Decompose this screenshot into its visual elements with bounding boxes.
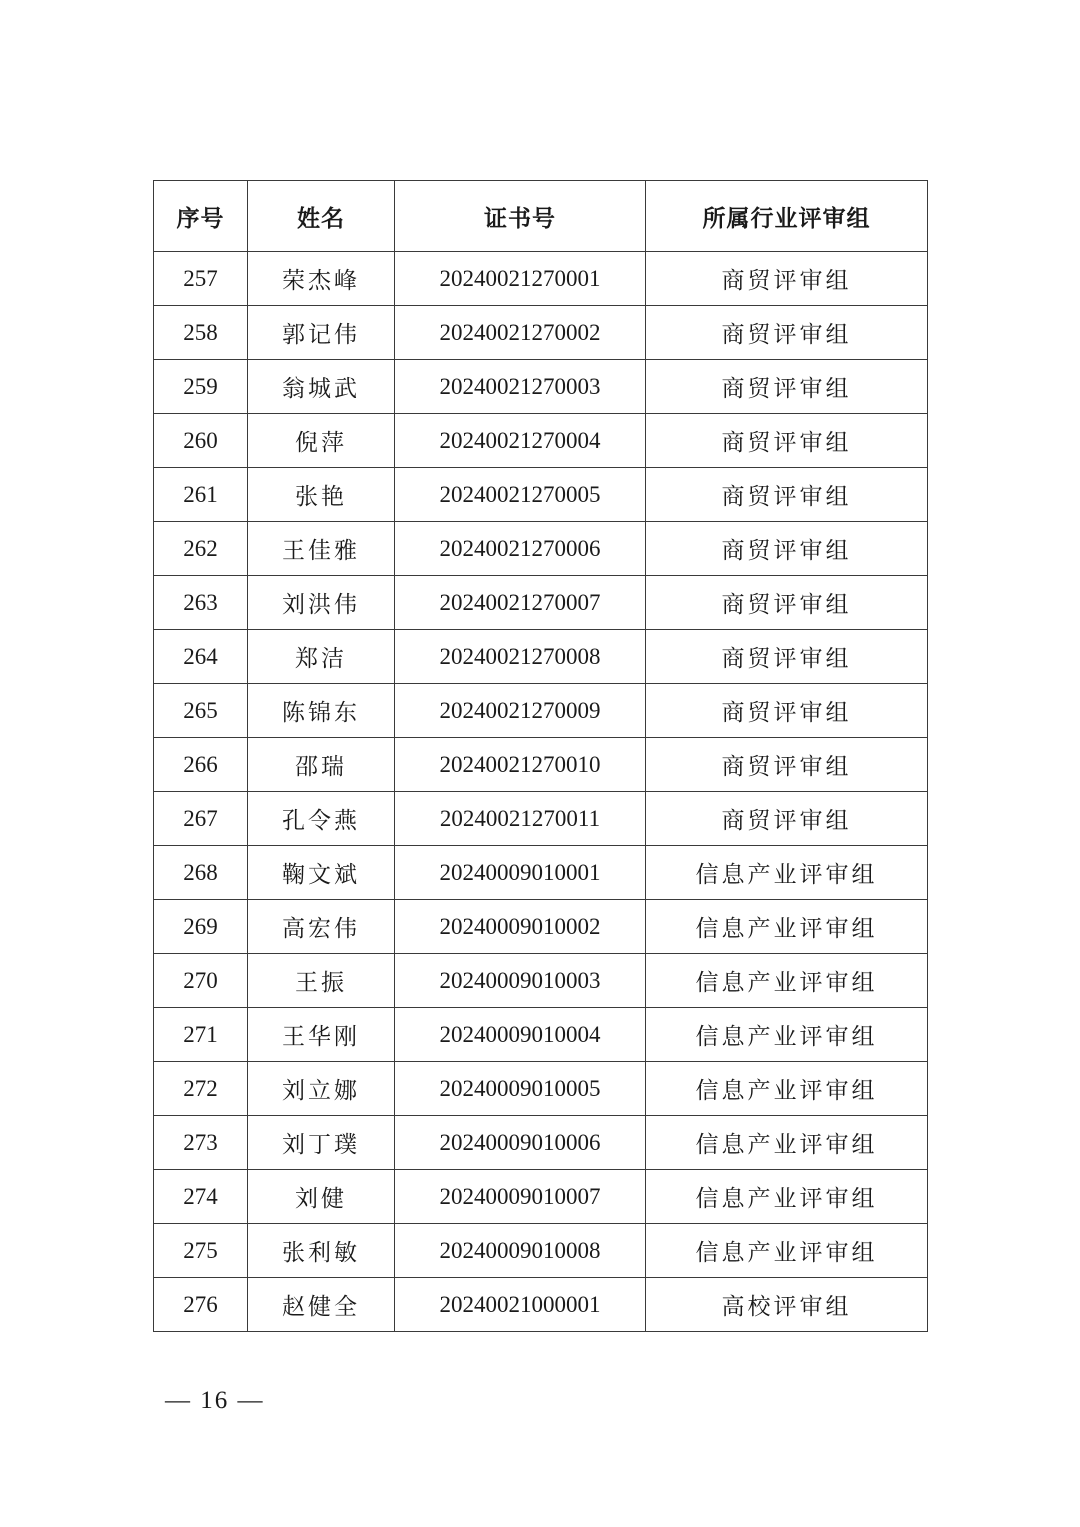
cell-cert: 20240021270002 — [395, 306, 646, 360]
cell-name: 翁城武 — [248, 360, 395, 414]
cell-name: 邵瑞 — [248, 738, 395, 792]
cell-cert: 20240009010006 — [395, 1116, 646, 1170]
cell-seq: 273 — [154, 1116, 248, 1170]
table-row — [154, 954, 928, 1008]
table-row — [154, 1278, 928, 1332]
header-name: 姓名 — [248, 181, 395, 252]
cell-group: 信息产业评审组 — [646, 1008, 928, 1062]
header-row — [154, 181, 928, 252]
table-row — [154, 630, 928, 684]
cell-name: 孔令燕 — [248, 792, 395, 846]
cell-group: 信息产业评审组 — [646, 900, 928, 954]
table-row — [154, 684, 928, 738]
cell-name: 赵健全 — [248, 1278, 395, 1332]
table-row — [154, 1008, 928, 1062]
cell-name: 王华刚 — [248, 1008, 395, 1062]
cell-group: 信息产业评审组 — [646, 1062, 928, 1116]
cell-seq: 265 — [154, 684, 248, 738]
cell-name: 陈锦东 — [248, 684, 395, 738]
cell-name: 刘洪伟 — [248, 576, 395, 630]
table-row — [154, 360, 928, 414]
cell-cert: 20240021270003 — [395, 360, 646, 414]
cell-seq: 259 — [154, 360, 248, 414]
header-seq: 序号 — [154, 181, 248, 252]
cell-name: 张利敏 — [248, 1224, 395, 1278]
cell-group: 商贸评审组 — [646, 792, 928, 846]
cell-name: 高宏伟 — [248, 900, 395, 954]
cell-seq: 257 — [154, 252, 248, 306]
table-row — [154, 414, 928, 468]
cell-cert: 20240009010007 — [395, 1170, 646, 1224]
cell-name: 倪萍 — [248, 414, 395, 468]
cell-seq: 267 — [154, 792, 248, 846]
cell-cert: 20240021270001 — [395, 252, 646, 306]
cell-cert: 20240021270007 — [395, 576, 646, 630]
cell-seq: 276 — [154, 1278, 248, 1332]
table-row — [154, 1062, 928, 1116]
cell-seq: 264 — [154, 630, 248, 684]
table-row — [154, 1116, 928, 1170]
cell-seq: 266 — [154, 738, 248, 792]
cell-cert: 20240009010005 — [395, 1062, 646, 1116]
cell-seq: 270 — [154, 954, 248, 1008]
cell-cert: 20240009010004 — [395, 1008, 646, 1062]
cell-name: 王佳雅 — [248, 522, 395, 576]
roster-table — [153, 180, 928, 1332]
table-row — [154, 576, 928, 630]
cell-group: 商贸评审组 — [646, 468, 928, 522]
cell-cert: 20240021270009 — [395, 684, 646, 738]
cell-cert: 20240021000001 — [395, 1278, 646, 1332]
table-row — [154, 900, 928, 954]
table-row — [154, 522, 928, 576]
cell-group: 高校评审组 — [646, 1278, 928, 1332]
cell-group: 信息产业评审组 — [646, 954, 928, 1008]
table-row — [154, 306, 928, 360]
cell-name: 刘丁璞 — [248, 1116, 395, 1170]
cell-group: 商贸评审组 — [646, 522, 928, 576]
table-row — [154, 252, 928, 306]
cell-group: 信息产业评审组 — [646, 1224, 928, 1278]
cell-seq: 271 — [154, 1008, 248, 1062]
cell-seq: 262 — [154, 522, 248, 576]
cell-seq: 261 — [154, 468, 248, 522]
cell-group: 商贸评审组 — [646, 360, 928, 414]
cell-seq: 275 — [154, 1224, 248, 1278]
cell-group: 商贸评审组 — [646, 576, 928, 630]
table-header — [154, 181, 928, 252]
table-row — [154, 846, 928, 900]
table-row — [154, 1170, 928, 1224]
cell-seq: 274 — [154, 1170, 248, 1224]
cell-cert: 20240021270006 — [395, 522, 646, 576]
cell-cert: 20240021270008 — [395, 630, 646, 684]
table-body — [154, 252, 928, 1332]
header-cert: 证书号 — [395, 181, 646, 252]
cell-group: 信息产业评审组 — [646, 846, 928, 900]
cell-name: 鞠文斌 — [248, 846, 395, 900]
table-row — [154, 1224, 928, 1278]
header-group: 所属行业评审组 — [646, 181, 928, 252]
cell-name: 王振 — [248, 954, 395, 1008]
cell-group: 商贸评审组 — [646, 252, 928, 306]
cell-cert: 20240009010002 — [395, 900, 646, 954]
cell-seq: 258 — [154, 306, 248, 360]
cell-name: 郑洁 — [248, 630, 395, 684]
table-row — [154, 792, 928, 846]
cell-cert: 20240009010001 — [395, 846, 646, 900]
cell-name: 刘健 — [248, 1170, 395, 1224]
table-row — [154, 738, 928, 792]
cell-group: 商贸评审组 — [646, 306, 928, 360]
cell-group: 商贸评审组 — [646, 414, 928, 468]
cell-name: 张艳 — [248, 468, 395, 522]
cell-cert: 20240021270010 — [395, 738, 646, 792]
page-number: — 16 — — [165, 1387, 265, 1414]
cell-seq: 263 — [154, 576, 248, 630]
cell-seq: 268 — [154, 846, 248, 900]
table-row — [154, 468, 928, 522]
cell-cert: 20240009010003 — [395, 954, 646, 1008]
cell-group: 信息产业评审组 — [646, 1170, 928, 1224]
cell-name: 郭记伟 — [248, 306, 395, 360]
cell-seq: 260 — [154, 414, 248, 468]
cell-cert: 20240021270005 — [395, 468, 646, 522]
cell-group: 商贸评审组 — [646, 684, 928, 738]
cell-name: 刘立娜 — [248, 1062, 395, 1116]
cell-group: 商贸评审组 — [646, 630, 928, 684]
cell-seq: 269 — [154, 900, 248, 954]
cell-cert: 20240021270004 — [395, 414, 646, 468]
cell-cert: 20240009010008 — [395, 1224, 646, 1278]
cell-seq: 272 — [154, 1062, 248, 1116]
cell-group: 商贸评审组 — [646, 738, 928, 792]
cell-cert: 20240021270011 — [395, 792, 646, 846]
cell-group: 信息产业评审组 — [646, 1116, 928, 1170]
cell-name: 荣杰峰 — [248, 252, 395, 306]
